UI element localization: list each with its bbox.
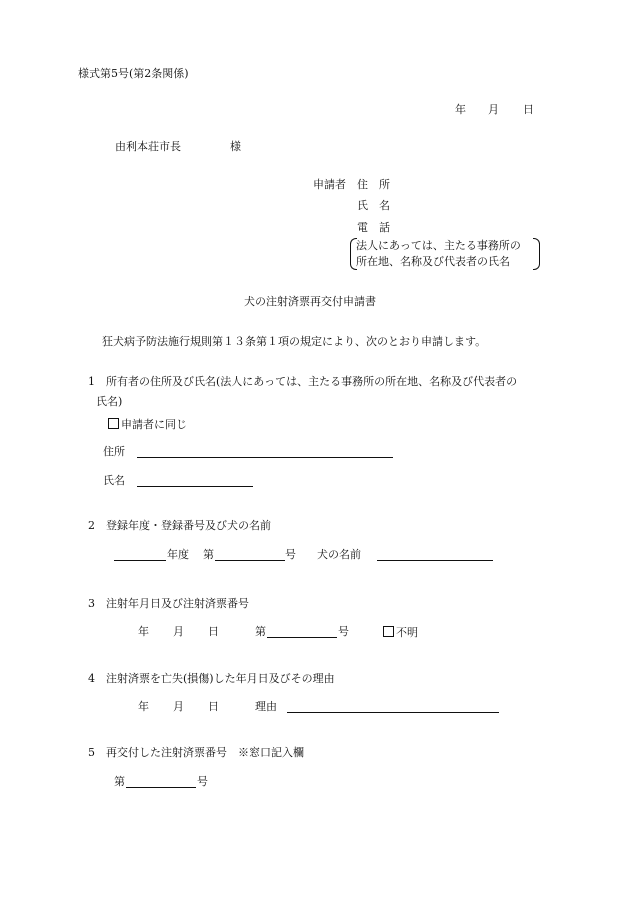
date-day-label: 日 [523,103,534,116]
owner-address-label: 住所 [103,445,125,458]
applicant-name-label: 氏 名 [357,199,390,212]
document-title: 犬の注射済票再交付申請書 [244,295,376,308]
dog-name-label: 犬の名前 [317,548,361,561]
section5-heading: 5 再交付した注射済票番号 ※窓口記入欄 [88,746,304,759]
date-year-label: 年 [455,103,466,116]
same-as-applicant-option[interactable] [108,418,187,430]
unknown-option[interactable] [383,626,418,638]
section3-heading: 3 注射年月日及び注射済票番号 [88,597,249,610]
corporate-note-line1: 法人にあっては、主たる事務所の [356,239,521,252]
loss-year-label: 年 [138,700,149,713]
injection-month-label: 月 [173,625,184,638]
registration-number-suffix: 号 [285,548,296,561]
injection-year-label: 年 [138,625,149,638]
checkbox-icon[interactable] [383,626,394,637]
loss-day-label: 日 [208,700,219,713]
tag-number-field[interactable] [267,626,337,638]
applicant-phone-label: 電 話 [357,221,390,234]
corporate-note-line2: 所在地、名称及び代表者の氏名 [356,255,510,268]
reissued-number-field[interactable] [126,776,196,788]
same-as-applicant-label: 申請者に同じ [121,418,187,431]
registration-number-field[interactable] [215,549,285,561]
unknown-label: 不明 [396,626,418,639]
registration-year-label: 年度 [167,548,189,561]
reissued-number-prefix: 第 [114,775,125,788]
section4-heading: 4 注射済票を亡失(損傷)した年月日及びその理由 [88,672,335,685]
checkbox-icon[interactable] [108,418,119,429]
owner-address-field[interactable] [137,446,393,458]
injection-day-label: 日 [208,625,219,638]
applicant-address-label: 住 所 [357,178,390,191]
owner-name-field[interactable] [137,475,253,487]
section2-heading: 2 登録年度・登録番号及び犬の名前 [88,519,271,532]
loss-month-label: 月 [173,700,184,713]
section1-heading-cont: 氏名) [96,395,123,408]
applicant-label: 申請者 [313,178,346,191]
reissued-number-suffix: 号 [197,775,208,788]
addressee-honorific: 様 [230,140,241,153]
right-bracket [533,238,540,270]
registration-year-field[interactable] [114,549,166,561]
dog-name-field[interactable] [377,549,493,561]
section1-heading: 1 所有者の住所及び氏名(法人にあっては、主たる事務所の所在地、名称及び代表者の [88,375,518,388]
addressee-name: 由利本荘市長 [115,140,181,153]
tag-number-prefix: 第 [255,625,266,638]
corporate-note [350,238,540,270]
owner-name-label: 氏名 [103,474,125,487]
form-number: 様式第5号(第2条関係) [78,67,189,80]
reason-field[interactable] [287,701,499,713]
registration-number-prefix: 第 [203,548,214,561]
date-month-label: 月 [488,103,499,116]
reason-label: 理由 [255,700,277,713]
tag-number-suffix: 号 [338,625,349,638]
intro-text: 狂犬病予防法施行規則第１３条第１項の規定により、次のとおり申請します。 [102,335,487,348]
